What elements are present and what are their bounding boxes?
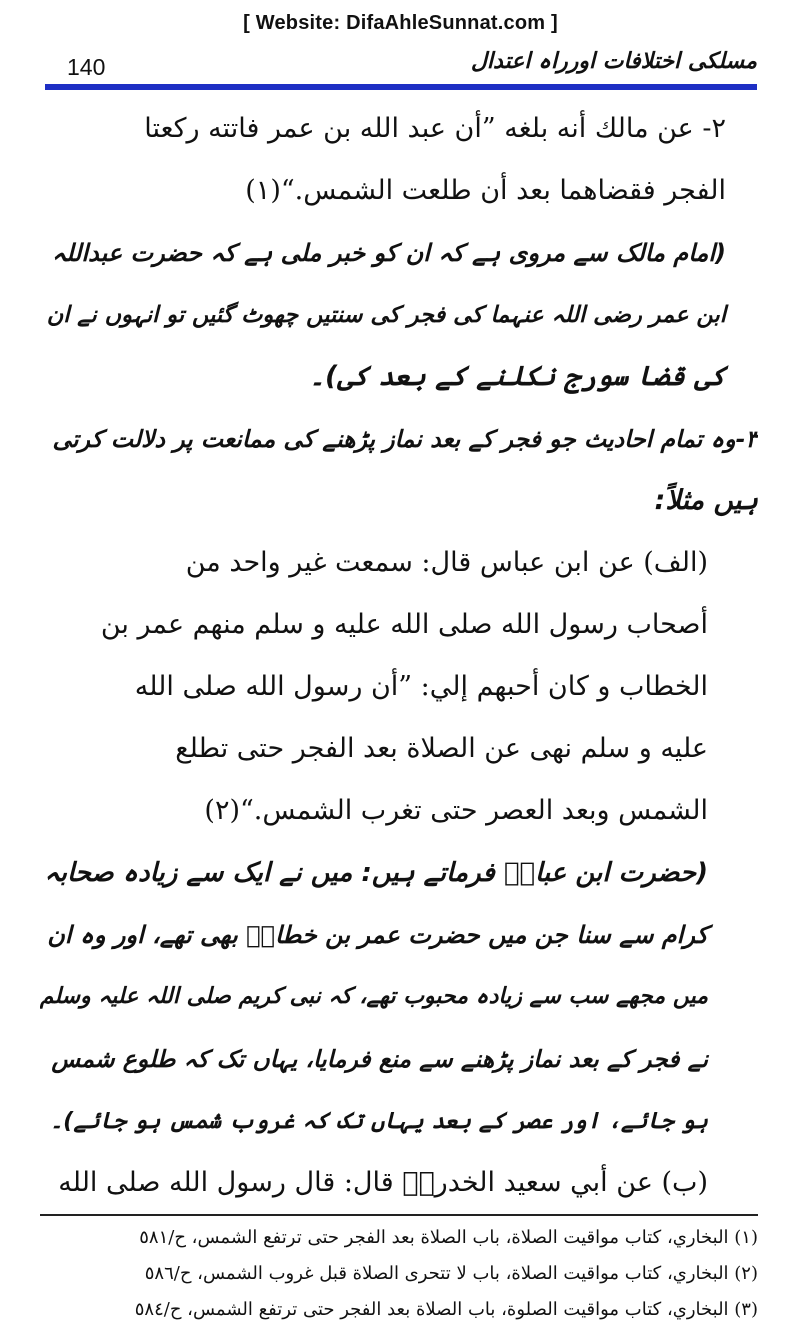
body-line-urdu: نے فجر کے بعد نماز پڑھنے سے منع فرمایا، یہاں تک کہ طلوع شمس <box>51 1045 708 1073</box>
footnotes <box>40 1220 758 1328</box>
body-line-arabic: (ب) عن أبي سعيد الخدريؓ قال: قال رسول الله صلى الله <box>58 1167 708 1198</box>
body-line-urdu: (امام مالک سے مروی ہے کہ ان کو خبر ملی ہے کہ حضرت عبداللہ <box>52 239 726 267</box>
page-number: 140 <box>67 54 106 80</box>
body-line-urdu: میں مجھے سب سے زیادہ محبوب تھے، کہ نبی کریم صلی اللہ علیہ وسلم <box>40 984 708 1009</box>
header-rule <box>45 84 757 90</box>
body-line-urdu: ابن عمر رضی اللہ عنہما کی فجر کی سنتیں چھوٹ گئیں تو انہوں نے ان <box>46 302 726 328</box>
footnote-rule <box>40 1214 758 1216</box>
body-line-urdu: کرام سے سنا جن میں حضرت عمر بن خطابؓ بھی تھے، اور وہ ان <box>47 921 708 949</box>
body-line-urdu: کی قضا سورج نکلنے کے بعد کی)۔ <box>309 361 726 392</box>
body-line-urdu: ہیں مثلاً: <box>654 485 758 516</box>
body-line-urdu: ہو جائے، اور عصر کے بعد یہاں تک کہ غروب شمس ہو جائے)۔ <box>50 1108 708 1134</box>
body-line-arabic: ٢- عن مالك أنه بلغه ”أن عبد الله بن عمر فاتته ركعتا <box>144 113 726 144</box>
footnote: (٢) البخاري، كتاب مواقيت الصلاة، باب لا تتحرى الصلاة قبل غروب الشمس، ح/٥٨٦ <box>144 1263 758 1284</box>
body-line-arabic: عليه و سلم نهى عن الصلاة بعد الفجر حتى تطلع <box>175 733 708 764</box>
body-line-arabic: الفجر فقضاهما بعد أن طلعت الشمس.“(١) <box>245 175 726 206</box>
website-banner: [ Website: DifaAhleSunnat.com ] <box>243 12 558 34</box>
body-line-arabic: أصحاب رسول الله صلى الله عليه و سلم منهم عمر بن <box>100 609 708 640</box>
body-line-arabic: الشمس وبعد العصر حتى تغرب الشمس.“(٢) <box>204 795 708 826</box>
footnote: (١) البخاري، كتاب مواقيت الصلاة، باب الصلاة بعد الفجر حتى ترتفع الشمس، ح/٥٨١ <box>139 1227 758 1248</box>
page-body <box>40 98 758 1206</box>
body-line-arabic: (الف) عن ابن عباس قال: سمعت غير واحد من <box>185 547 708 578</box>
page-header <box>45 46 757 86</box>
running-title: مسلکی اختلافات اورراہ اعتدال <box>470 48 757 74</box>
footnote: (٣) البخاري، كتاب مواقيت الصلوة، باب الصلاة بعد الفجر حتى ترتفع الشمس، ح/٥٨٤ <box>134 1299 758 1320</box>
body-line-urdu: ٣-وہ تمام احادیث جو فجر کے بعد نماز پڑھنے کی ممانعت پر دلالت کرتی <box>52 425 758 453</box>
body-line-urdu: (حضرت ابن عباسؓ فرماتے ہیں: میں نے ایک سے زیادہ صحابہ <box>44 858 708 888</box>
body-line-arabic: الخطاب و كان أحبهم إلي: ”أن رسول الله صلى الله <box>134 671 708 702</box>
